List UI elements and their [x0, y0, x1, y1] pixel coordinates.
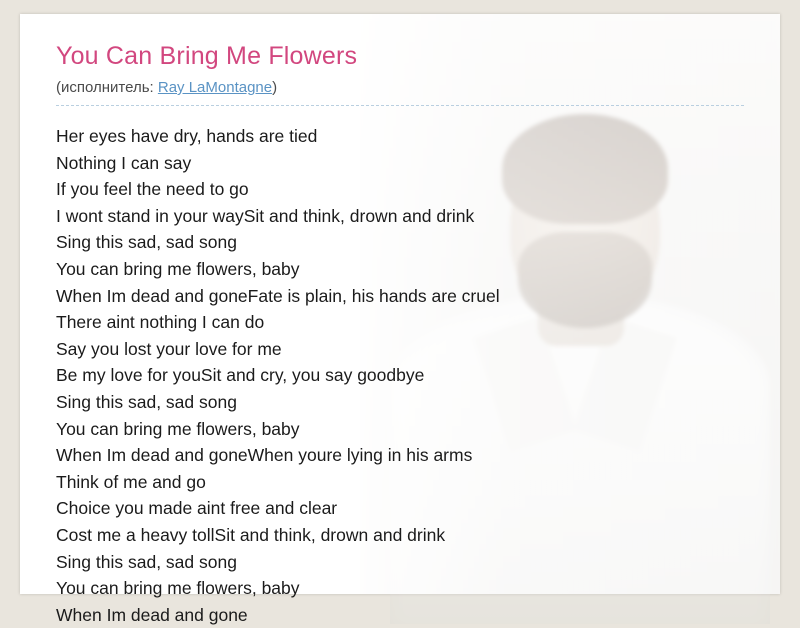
lyrics-line: When Im dead and goneWhen youre lying in his arms: [56, 445, 473, 466]
lyrics-line: Choice you made aint free and clear: [56, 498, 338, 519]
lyrics-line: Think of me and go: [56, 471, 206, 492]
lyrics-line: You can bring me flowers, baby: [56, 578, 300, 599]
lyrics-body: [56, 123, 744, 628]
lyrics-line: Sing this sad, sad song: [56, 551, 237, 572]
lyrics-line: If you feel the need to go: [56, 179, 249, 200]
page-content: [20, 14, 780, 628]
lyrics-line: You can bring me flowers, baby: [56, 258, 300, 279]
lyrics-line: Say you lost your love for me: [56, 338, 282, 359]
lyrics-line: Sing this sad, sad song: [56, 391, 237, 412]
song-title: You Can Bring Me Flowers: [56, 42, 358, 70]
lyrics-page: [20, 14, 780, 625]
performer-prefix: (исполнитель:: [56, 79, 158, 96]
lyrics-line: Nothing I can say: [56, 152, 192, 173]
performer-suffix: ): [272, 79, 278, 96]
lyrics-line: You can bring me flowers, baby: [56, 418, 300, 439]
performer-line: [56, 79, 744, 106]
performer-link[interactable]: Ray LaMontagne: [157, 79, 273, 96]
lyrics-line: Her eyes have dry, hands are tied: [56, 126, 318, 146]
lyrics-line: When Im dead and gone: [56, 604, 248, 625]
lyrics-line: Be my love for youSit and cry, you say goodbye: [56, 365, 425, 386]
lyrics-line: When Im dead and goneFate is plain, his hands are cruel: [56, 285, 500, 306]
lyrics-line: Cost me a heavy tollSit and think, drown and drink: [56, 524, 446, 545]
lyrics-line: There aint nothing I can do: [56, 312, 265, 333]
lyrics-line: Sing this sad, sad song: [56, 232, 237, 253]
lyrics-line: I wont stand in your waySit and think, drown and drink: [56, 205, 475, 226]
